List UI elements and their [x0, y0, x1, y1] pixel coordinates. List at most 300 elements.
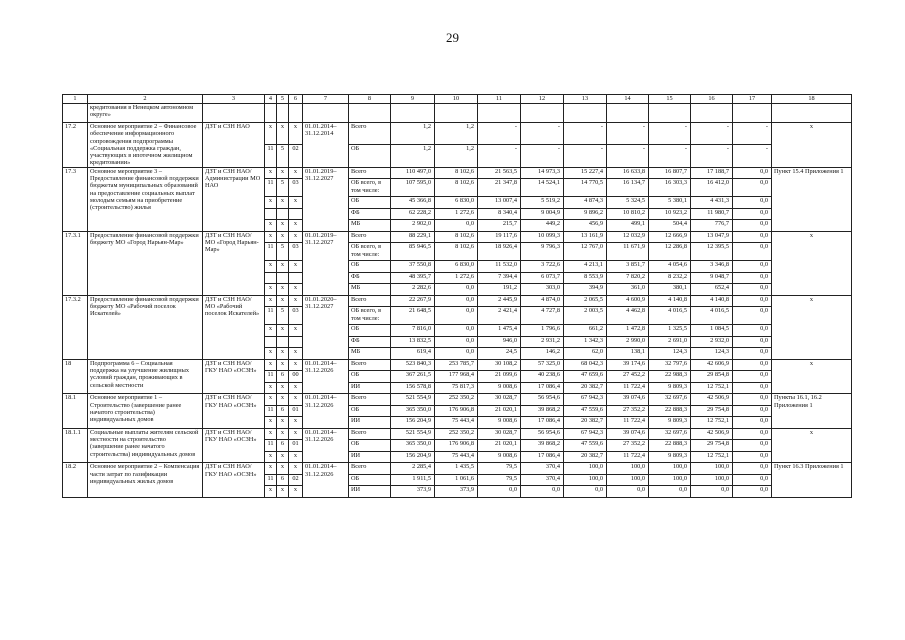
- value-cell: 0,0: [733, 405, 772, 417]
- value-cell: -: [691, 145, 733, 167]
- code-cell: 6: [277, 371, 289, 383]
- code-cell: x: [265, 325, 277, 337]
- value-cell: 62 228,2: [391, 208, 435, 220]
- code-cell: x: [277, 394, 289, 406]
- code-cell: x: [277, 261, 289, 273]
- funding-source: ИИ: [349, 451, 391, 463]
- value-cell: 30 108,2: [478, 359, 521, 371]
- column-header-10: 10: [435, 95, 478, 104]
- column-header-5: 5: [277, 95, 289, 104]
- column-header-9: 9: [391, 95, 435, 104]
- value-cell: 0,0: [435, 307, 478, 325]
- code-cell: x: [289, 220, 303, 232]
- value-cell: 523 840,3: [391, 359, 435, 371]
- continuation-text: кредитования в Ненецком автономном округе»: [88, 104, 203, 123]
- code-cell: x: [265, 231, 277, 243]
- executor: ДЗТ и СЗН НАО/ ГКУ НАО «ОСЗН»: [203, 359, 265, 394]
- row-number: 17.3: [63, 167, 88, 231]
- code-cell: 01: [289, 440, 303, 452]
- value-cell: 9 004,9: [521, 208, 564, 220]
- value-cell: 29 854,8: [691, 371, 733, 383]
- continuation-row: [63, 104, 852, 123]
- value-cell: 16 134,7: [607, 179, 649, 197]
- code-cell: 6: [277, 405, 289, 417]
- value-cell: 12 286,8: [649, 243, 691, 261]
- value-cell: 24,5: [478, 348, 521, 360]
- code-cell: x: [265, 261, 277, 273]
- code-cell: x: [277, 295, 289, 307]
- funding-source: МБ: [349, 220, 391, 232]
- value-cell: 67 942,3: [564, 428, 607, 440]
- empty-cell: [203, 104, 265, 123]
- value-cell: 2 932,0: [691, 336, 733, 348]
- value-cell: 0,0: [733, 167, 772, 179]
- value-cell: 11 722,4: [607, 417, 649, 429]
- value-cell: 2 285,4: [391, 463, 435, 475]
- period: 01.01.2019–31.12.2027: [303, 231, 349, 295]
- code-cell: x: [289, 295, 303, 307]
- table-row: [63, 295, 852, 307]
- value-cell: 14 973,3: [521, 167, 564, 179]
- code-cell: x: [277, 348, 289, 360]
- code-cell: x: [265, 394, 277, 406]
- column-header-8: 8: [349, 95, 391, 104]
- value-cell: 22 888,3: [649, 405, 691, 417]
- value-cell: 22 267,9: [391, 295, 435, 307]
- funding-source: МБ: [349, 284, 391, 296]
- code-cell: x: [289, 261, 303, 273]
- event-name: Подпрограмма 6 – Социальная поддержка на улучшение жилищных условий граждан, проживающих в сельской местности: [88, 359, 203, 394]
- value-cell: 0,0: [649, 486, 691, 498]
- note: x: [772, 295, 852, 359]
- empty-cell: [607, 104, 649, 123]
- value-cell: 0,0: [733, 231, 772, 243]
- code-cell: [289, 272, 303, 284]
- value-cell: 68 042,3: [564, 359, 607, 371]
- value-cell: 8 102,6: [435, 179, 478, 197]
- value-cell: 100,0: [649, 463, 691, 475]
- value-cell: 365 350,0: [391, 440, 435, 452]
- code-cell: 03: [289, 307, 303, 325]
- value-cell: 8 232,2: [649, 272, 691, 284]
- empty-cell: [733, 104, 772, 123]
- table-row: [63, 167, 852, 179]
- code-cell: x: [277, 359, 289, 371]
- executor: ДЗТ и СЗН НАО/ ГКУ НАО «ОСЗН»: [203, 428, 265, 463]
- page-number: 29: [446, 30, 459, 45]
- value-cell: 32 797,6: [649, 359, 691, 371]
- num-cell: [63, 104, 88, 123]
- value-cell: 10 810,2: [607, 208, 649, 220]
- funding-source: ОБ всего, в том числе:: [349, 243, 391, 261]
- value-cell: 21 020,1: [478, 405, 521, 417]
- value-cell: 12 752,1: [691, 451, 733, 463]
- funding-source: ИИ: [349, 382, 391, 394]
- value-cell: 449,2: [521, 220, 564, 232]
- code-cell: 11: [265, 440, 277, 452]
- code-cell: x: [289, 284, 303, 296]
- column-header-2: 2: [88, 95, 203, 104]
- value-cell: 252 350,2: [435, 428, 478, 440]
- value-cell: 2 065,5: [564, 295, 607, 307]
- code-cell: x: [289, 123, 303, 145]
- value-cell: 1 435,5: [435, 463, 478, 475]
- value-cell: 0,0: [733, 371, 772, 383]
- funding-source: ИИ: [349, 486, 391, 498]
- code-cell: x: [277, 231, 289, 243]
- value-cell: 2 931,2: [521, 336, 564, 348]
- value-cell: 4 054,6: [649, 261, 691, 273]
- code-cell: x: [265, 382, 277, 394]
- value-cell: 75 443,4: [435, 451, 478, 463]
- value-cell: 373,9: [391, 486, 435, 498]
- budget-table: [62, 94, 852, 498]
- code-cell: [277, 208, 289, 220]
- value-cell: 13 161,9: [564, 231, 607, 243]
- value-cell: 9 008,6: [478, 382, 521, 394]
- value-cell: 27 452,2: [607, 371, 649, 383]
- code-cell: x: [289, 394, 303, 406]
- value-cell: 11 532,0: [478, 261, 521, 273]
- code-cell: x: [289, 486, 303, 498]
- event-name: Основное мероприятие 2 – Финансовое обеспечение информационного сопровождения подпрограммы «Социальная поддержка граждан, участвующих в ипотечном жилищном кредитовании»: [88, 123, 203, 168]
- value-cell: 0,0: [478, 486, 521, 498]
- value-cell: 47 559,6: [564, 405, 607, 417]
- empty-cell: [649, 104, 691, 123]
- value-cell: 9 809,3: [649, 417, 691, 429]
- value-cell: 619,4: [391, 348, 435, 360]
- funding-source: МБ: [349, 348, 391, 360]
- note: x: [772, 359, 852, 394]
- value-cell: 0,0: [733, 348, 772, 360]
- code-cell: 11: [265, 145, 277, 167]
- value-cell: 11 722,4: [607, 382, 649, 394]
- code-cell: 5: [277, 243, 289, 261]
- funding-source: ОБ: [349, 145, 391, 167]
- row-number: 18: [63, 359, 88, 394]
- value-cell: 4 140,8: [691, 295, 733, 307]
- column-header-13: 13: [564, 95, 607, 104]
- value-cell: 303,0: [521, 284, 564, 296]
- value-cell: 661,2: [564, 325, 607, 337]
- value-cell: 100,0: [564, 474, 607, 486]
- value-cell: 499,1: [607, 220, 649, 232]
- value-cell: 17 086,4: [521, 451, 564, 463]
- value-cell: -: [607, 123, 649, 145]
- executor: ДЗТ и СЗН НАО/ ГКУ НАО «ОСЗН»: [203, 463, 265, 498]
- code-cell: x: [289, 231, 303, 243]
- value-cell: 62,0: [564, 348, 607, 360]
- code-cell: x: [289, 417, 303, 429]
- code-cell: [289, 336, 303, 348]
- code-cell: x: [265, 220, 277, 232]
- value-cell: 22 988,3: [649, 371, 691, 383]
- code-cell: x: [265, 451, 277, 463]
- value-cell: 8 553,9: [564, 272, 607, 284]
- value-cell: -: [564, 145, 607, 167]
- value-cell: 1 911,5: [391, 474, 435, 486]
- column-header-14: 14: [607, 95, 649, 104]
- value-cell: 365 350,0: [391, 405, 435, 417]
- value-cell: 6 830,0: [435, 261, 478, 273]
- event-name: Предоставление финансовой поддержки бюджету МО «Город Нарьян-Мар»: [88, 231, 203, 295]
- value-cell: 0,0: [733, 307, 772, 325]
- value-cell: 0,0: [733, 325, 772, 337]
- value-cell: 0,0: [733, 451, 772, 463]
- value-cell: 9 008,6: [478, 451, 521, 463]
- value-cell: 2 421,4: [478, 307, 521, 325]
- code-cell: x: [265, 295, 277, 307]
- code-cell: x: [265, 123, 277, 145]
- value-cell: 521 554,9: [391, 428, 435, 440]
- funding-source: ОБ: [349, 474, 391, 486]
- value-cell: 0,0: [733, 428, 772, 440]
- value-cell: 21 347,8: [478, 179, 521, 197]
- code-cell: x: [277, 284, 289, 296]
- value-cell: 12 395,5: [691, 243, 733, 261]
- event-name: Предоставление финансовой поддержки бюджету МО «Рабочий поселок Искателей»: [88, 295, 203, 359]
- code-cell: x: [265, 463, 277, 475]
- value-cell: 79,5: [478, 463, 521, 475]
- value-cell: 191,2: [478, 284, 521, 296]
- value-cell: 253 785,7: [435, 359, 478, 371]
- value-cell: 13 007,4: [478, 197, 521, 209]
- period: 01.01.2020–31.12.2027: [303, 295, 349, 359]
- value-cell: 48 395,7: [391, 272, 435, 284]
- value-cell: 0,0: [733, 295, 772, 307]
- value-cell: 7 816,0: [391, 325, 435, 337]
- code-cell: x: [277, 382, 289, 394]
- value-cell: 146,2: [521, 348, 564, 360]
- value-cell: 16 303,3: [649, 179, 691, 197]
- code-cell: x: [277, 417, 289, 429]
- code-cell: 5: [277, 307, 289, 325]
- value-cell: 176 906,8: [435, 405, 478, 417]
- code-cell: x: [265, 284, 277, 296]
- value-cell: 124,3: [649, 348, 691, 360]
- value-cell: 138,1: [607, 348, 649, 360]
- value-cell: 0,0: [435, 295, 478, 307]
- row-number: 17.3.2: [63, 295, 88, 359]
- value-cell: 1 272,6: [435, 208, 478, 220]
- value-cell: 370,4: [521, 474, 564, 486]
- period: 01.01.2019–31.12.2027: [303, 167, 349, 231]
- value-cell: 6 830,0: [435, 197, 478, 209]
- value-cell: 22 888,3: [649, 440, 691, 452]
- value-cell: 100,0: [564, 463, 607, 475]
- empty-cell: [564, 104, 607, 123]
- value-cell: 0,0: [733, 243, 772, 261]
- value-cell: 12 767,0: [564, 243, 607, 261]
- value-cell: 39 174,6: [607, 359, 649, 371]
- value-cell: 9 809,3: [649, 451, 691, 463]
- table-row: [63, 123, 852, 145]
- value-cell: 100,0: [607, 474, 649, 486]
- value-cell: -: [607, 145, 649, 167]
- value-cell: 110 497,0: [391, 167, 435, 179]
- value-cell: 215,7: [478, 220, 521, 232]
- code-cell: x: [277, 220, 289, 232]
- value-cell: 32 697,6: [649, 428, 691, 440]
- funding-source: ОБ: [349, 371, 391, 383]
- value-cell: 85 946,5: [391, 243, 435, 261]
- event-name: Основное мероприятие 2 – Компенсация части затрат по газификации индивидуальных жилых домов: [88, 463, 203, 498]
- code-cell: x: [277, 123, 289, 145]
- value-cell: 42 606,9: [691, 359, 733, 371]
- value-cell: 1,2: [435, 123, 478, 145]
- empty-cell: [391, 104, 435, 123]
- value-cell: 1,2: [391, 145, 435, 167]
- code-cell: 11: [265, 179, 277, 197]
- value-cell: 0,0: [733, 486, 772, 498]
- value-cell: 1,2: [391, 123, 435, 145]
- period: 01.01.2014–31.12.2014: [303, 123, 349, 168]
- empty-cell: [277, 104, 289, 123]
- value-cell: 0,0: [521, 486, 564, 498]
- code-cell: x: [277, 463, 289, 475]
- column-header-18: 18: [772, 95, 852, 104]
- value-cell: 8 102,6: [435, 231, 478, 243]
- code-cell: x: [265, 167, 277, 179]
- funding-source: ФБ: [349, 272, 391, 284]
- value-cell: 652,4: [691, 284, 733, 296]
- value-cell: 8 102,6: [435, 243, 478, 261]
- value-cell: -: [564, 123, 607, 145]
- event-name: Основное мероприятие 1 – Строительство (завершение ранее начатого строительства) индивидуальных домов: [88, 394, 203, 429]
- value-cell: -: [478, 123, 521, 145]
- value-cell: 1 796,6: [521, 325, 564, 337]
- value-cell: 2 990,0: [607, 336, 649, 348]
- empty-cell: [521, 104, 564, 123]
- value-cell: 2 003,5: [564, 307, 607, 325]
- period: 01.01.2014–31.12.2026: [303, 394, 349, 429]
- empty-cell: [478, 104, 521, 123]
- value-cell: 6 073,7: [521, 272, 564, 284]
- value-cell: 14 524,1: [521, 179, 564, 197]
- value-cell: 39 074,6: [607, 394, 649, 406]
- value-cell: 1 084,5: [691, 325, 733, 337]
- value-cell: 16 412,0: [691, 179, 733, 197]
- value-cell: 394,9: [564, 284, 607, 296]
- code-cell: 02: [289, 474, 303, 486]
- table-row: [63, 428, 852, 440]
- value-cell: 40 238,6: [521, 371, 564, 383]
- value-cell: -: [649, 123, 691, 145]
- value-cell: 21 020,1: [478, 440, 521, 452]
- note: x: [772, 428, 852, 463]
- value-cell: 11 671,9: [607, 243, 649, 261]
- empty-cell: [691, 104, 733, 123]
- code-cell: x: [265, 348, 277, 360]
- value-cell: 4 600,9: [607, 295, 649, 307]
- value-cell: 776,7: [691, 220, 733, 232]
- value-cell: 2 445,9: [478, 295, 521, 307]
- value-cell: 0,0: [733, 382, 772, 394]
- note: Пункт 16.3 Приложения 1: [772, 463, 852, 498]
- value-cell: 67 942,3: [564, 394, 607, 406]
- value-cell: 4 874,0: [521, 295, 564, 307]
- value-cell: 42 506,9: [691, 428, 733, 440]
- value-cell: 4 727,8: [521, 307, 564, 325]
- value-cell: 100,0: [649, 474, 691, 486]
- value-cell: 0,0: [733, 336, 772, 348]
- row-number: 18.1: [63, 394, 88, 429]
- value-cell: 107 595,0: [391, 179, 435, 197]
- value-cell: 0,0: [435, 220, 478, 232]
- value-cell: 456,9: [564, 220, 607, 232]
- funding-source: Всего: [349, 167, 391, 179]
- code-cell: [277, 272, 289, 284]
- value-cell: 88 229,1: [391, 231, 435, 243]
- value-cell: 0,0: [691, 486, 733, 498]
- value-cell: 3 722,6: [521, 261, 564, 273]
- value-cell: 13 047,9: [691, 231, 733, 243]
- value-cell: 79,5: [478, 474, 521, 486]
- code-cell: x: [265, 486, 277, 498]
- funding-source: ОБ: [349, 405, 391, 417]
- value-cell: 0,0: [733, 220, 772, 232]
- value-cell: 1 061,6: [435, 474, 478, 486]
- empty-cell: [349, 104, 391, 123]
- value-cell: 252 350,2: [435, 394, 478, 406]
- value-cell: 14 770,5: [564, 179, 607, 197]
- value-cell: 373,9: [435, 486, 478, 498]
- code-cell: 01: [289, 405, 303, 417]
- code-cell: 11: [265, 474, 277, 486]
- executor: ДЗТ и СЗН НАО: [203, 123, 265, 168]
- value-cell: 56 954,6: [521, 428, 564, 440]
- value-cell: 15 227,4: [564, 167, 607, 179]
- column-header-12: 12: [521, 95, 564, 104]
- funding-source: Всего: [349, 123, 391, 145]
- value-cell: 9 796,3: [521, 243, 564, 261]
- empty-cell: [303, 104, 349, 123]
- value-cell: 16 633,8: [607, 167, 649, 179]
- value-cell: 5 324,5: [607, 197, 649, 209]
- value-cell: 1 272,6: [435, 272, 478, 284]
- value-cell: 11 722,4: [607, 451, 649, 463]
- value-cell: 100,0: [607, 463, 649, 475]
- value-cell: 3 346,8: [691, 261, 733, 273]
- value-cell: 29 754,8: [691, 405, 733, 417]
- value-cell: 13 832,5: [391, 336, 435, 348]
- value-cell: 17 188,7: [691, 167, 733, 179]
- value-cell: 19 117,6: [478, 231, 521, 243]
- value-cell: 0,0: [435, 284, 478, 296]
- code-cell: x: [265, 197, 277, 209]
- code-cell: 6: [277, 440, 289, 452]
- column-header-15: 15: [649, 95, 691, 104]
- value-cell: 4 140,8: [649, 295, 691, 307]
- value-cell: 1 342,3: [564, 336, 607, 348]
- code-cell: [265, 208, 277, 220]
- value-cell: 17 086,4: [521, 417, 564, 429]
- value-cell: 0,0: [733, 474, 772, 486]
- column-header-16: 16: [691, 95, 733, 104]
- value-cell: 12 032,9: [607, 231, 649, 243]
- value-cell: 12 752,1: [691, 417, 733, 429]
- value-cell: 45 366,8: [391, 197, 435, 209]
- code-cell: 5: [277, 179, 289, 197]
- code-cell: 03: [289, 179, 303, 197]
- value-cell: 21 648,5: [391, 307, 435, 325]
- funding-source: ОБ всего, в том числе:: [349, 179, 391, 197]
- value-cell: 4 213,1: [564, 261, 607, 273]
- value-cell: 21 099,6: [478, 371, 521, 383]
- value-cell: 4 462,8: [607, 307, 649, 325]
- value-cell: 30 028,7: [478, 394, 521, 406]
- note: x: [772, 231, 852, 295]
